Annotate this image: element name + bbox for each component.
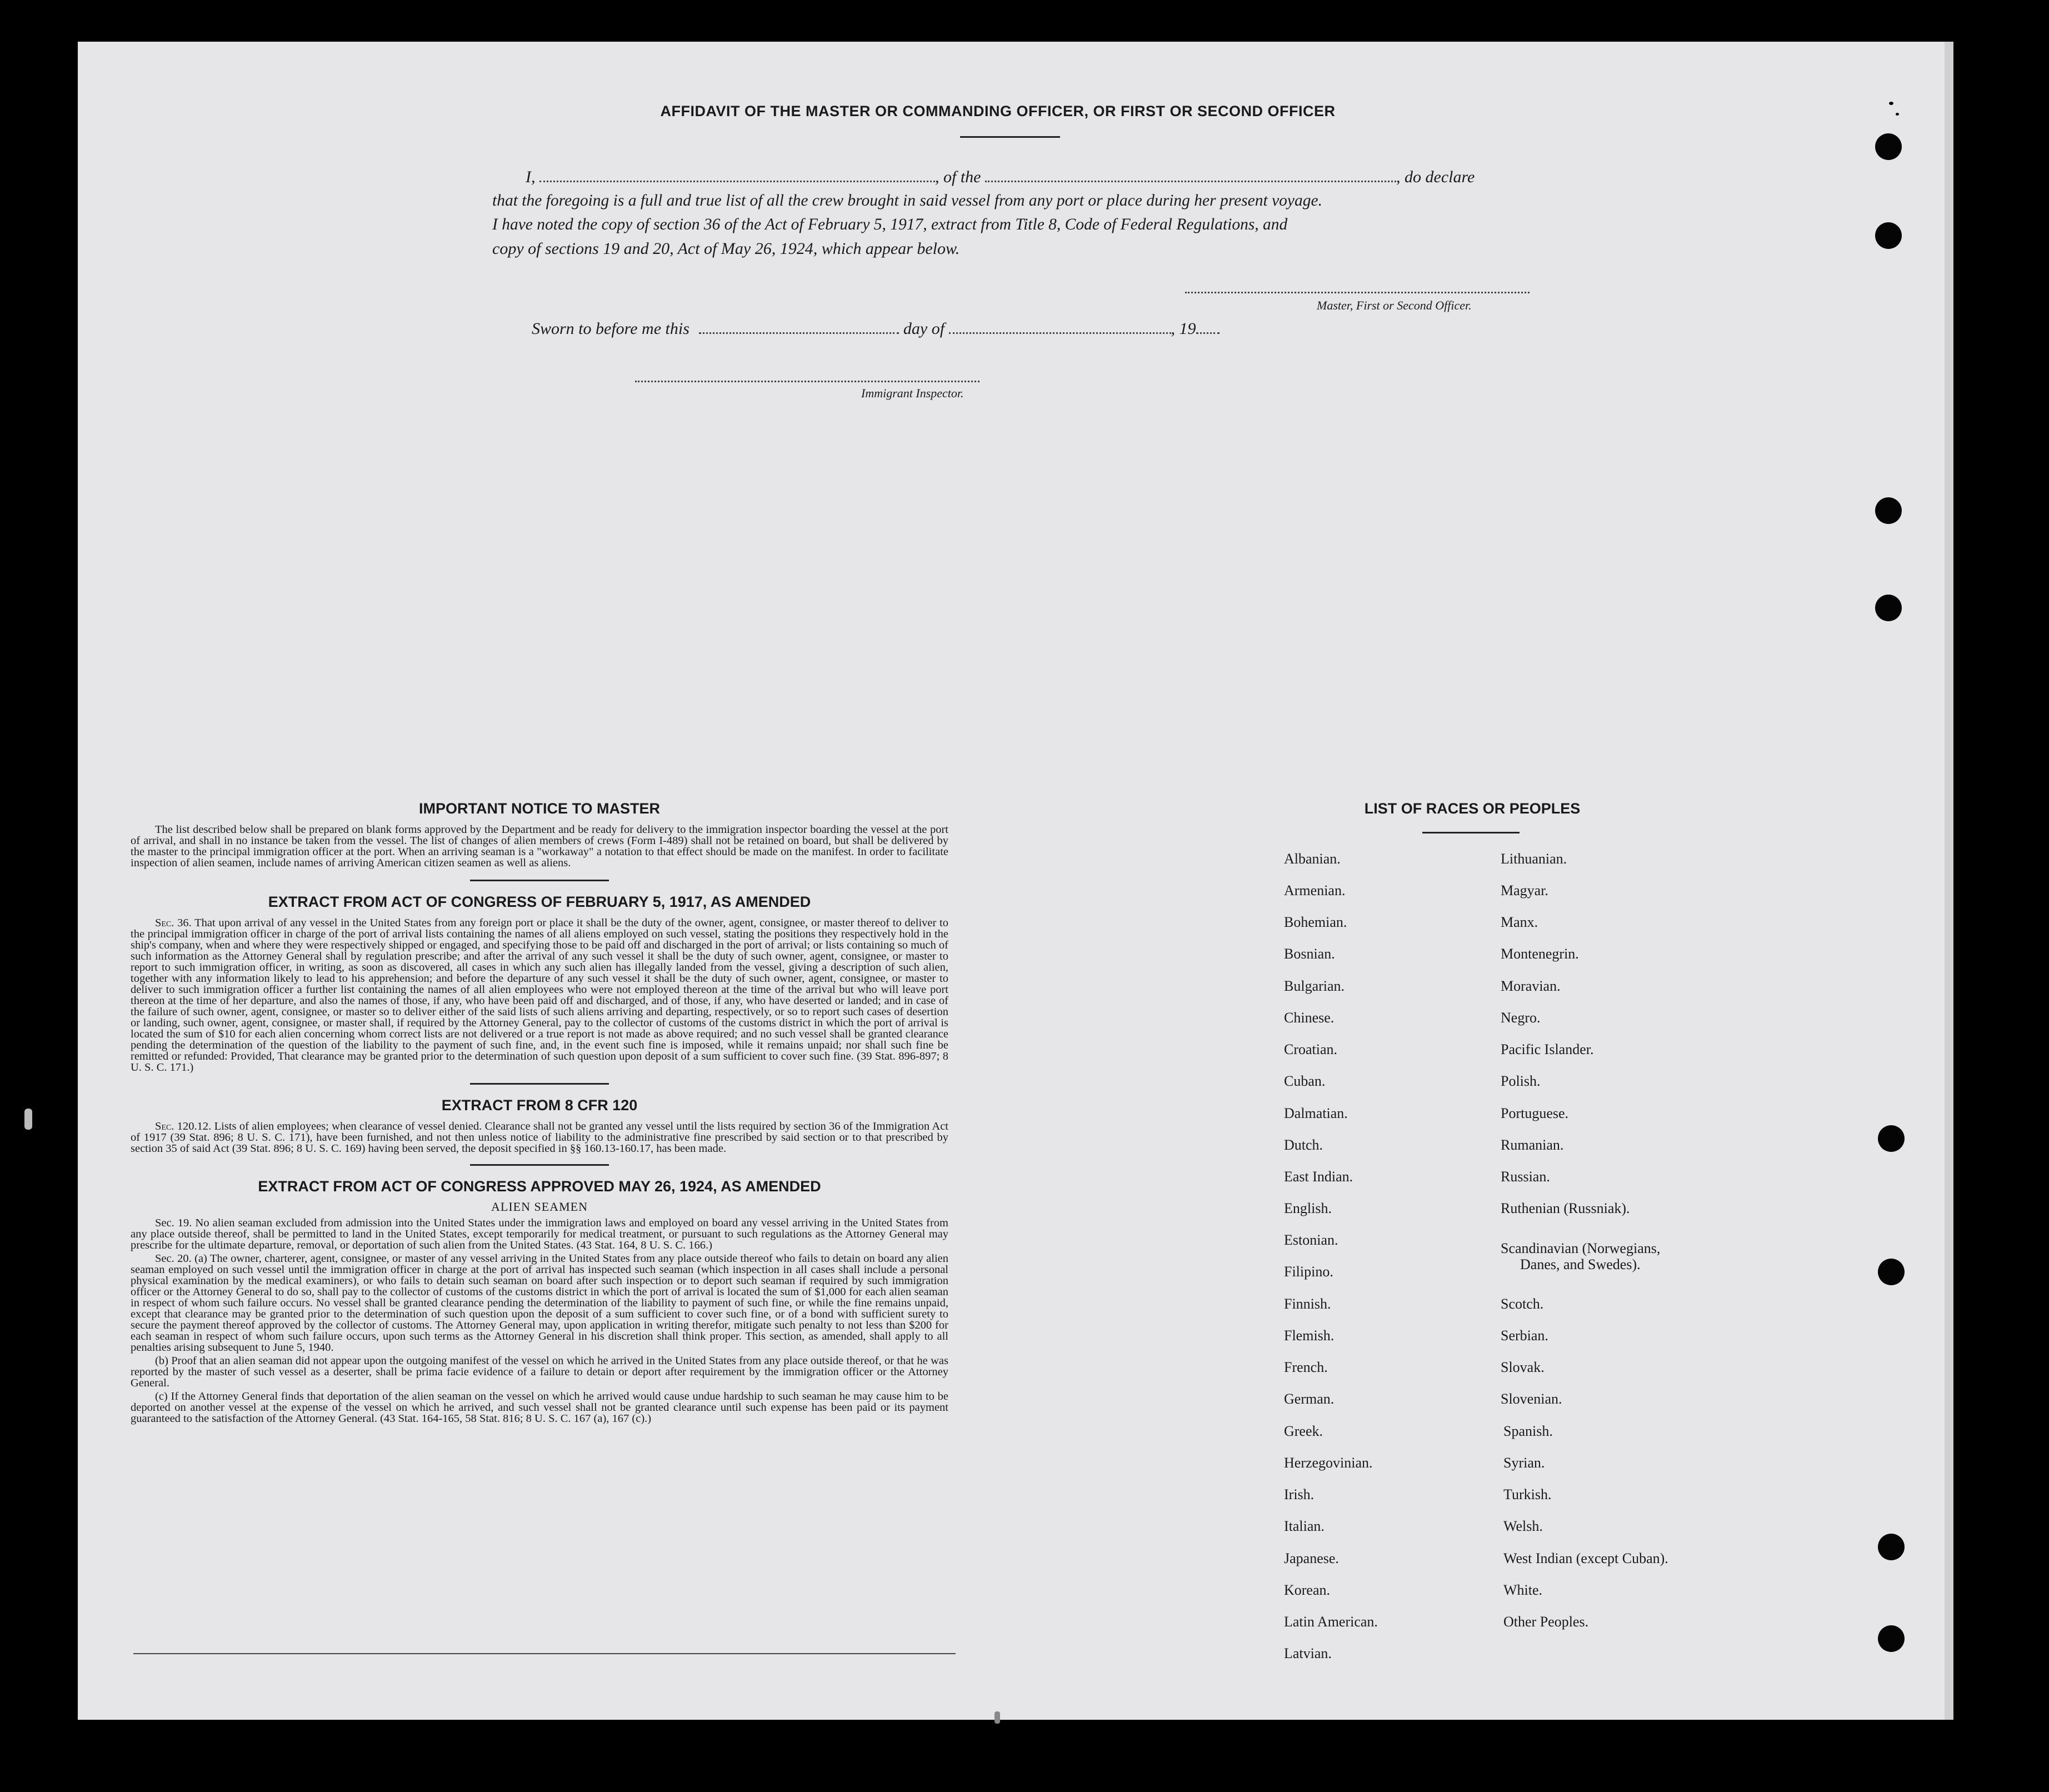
sworn-line [532, 320, 1220, 338]
race-item: French. [1284, 1359, 1328, 1375]
race-item: Slovak. [1501, 1359, 1545, 1375]
race-item: Russian. [1501, 1169, 1550, 1185]
race-item: German. [1284, 1391, 1335, 1407]
race-item: Lithuanian. [1501, 851, 1567, 867]
race-item: Scotch. [1501, 1296, 1544, 1312]
month-blank [949, 332, 1171, 334]
race-item: Syrian. [1503, 1455, 1545, 1471]
race-item: Flemish. [1284, 1327, 1335, 1344]
race-item: Polish. [1501, 1073, 1541, 1089]
race-item: Magyar. [1501, 882, 1548, 899]
sec20a-text: Sec. 20. (a) The owner, charterer, agent, consignee, or master of any vessel arriving in the United States from any place outside thereof who fails to detain on board any alien seaman employed on such vessel until the immigration officer in charge at the port of arrival has inspected such seaman (which inspection in all cases shall include a personal physical examination by the medical examiners), or who fails to detain such seaman on board after such inspection or to deport such seaman if required by such immigration officer or the Attorney General to do so, shall pay to the collector of customs of the customs district in which the port of arrival is located the sum of $1,000 for each alien seaman in respect of whom such failure occurs. No vessel shall be granted clearance pending the determination of the liability to payment of such fine, or while the fine remains unpaid, except that clearance may be granted prior to the determination of such question upon the deposit of a sum sufficient to cover such fine, or of a bond with sufficient surety to secure the payment thereof approved by the collector of customs. The Attorney General may, upon application in writing therefor, mitigate such penalty to not less than $200 for each seaman in respect of whom such failure occurs, upon such terms as the Attorney General in his discretion shall think proper. This section, as amended, shall apply to all penalties arising subsequent to June 5, 1940. [131, 1252, 948, 1354]
speck-mark [1896, 113, 1899, 116]
race-item: White. [1503, 1582, 1543, 1598]
race-item: Croatian. [1284, 1041, 1338, 1057]
race-item: Italian. [1284, 1518, 1325, 1534]
divider-2 [470, 1083, 609, 1085]
sec36-label: Sec. 36. [155, 917, 192, 929]
punch-hole [1875, 222, 1902, 249]
punch-hole [1878, 1125, 1905, 1152]
extract-1924-block [131, 1217, 948, 1424]
race-item: Spanish. [1503, 1423, 1553, 1439]
race-item: Serbian. [1501, 1327, 1548, 1344]
punch-hole [1875, 497, 1902, 524]
race-item: Other Peoples. [1503, 1614, 1589, 1630]
sec19-text: Sec. 19. No alien seaman excluded from admission into the United States under the immigration laws and employed on board any vessel arriving in the United States from any place outside thereof, shall be permitted to land in the United States, except temporarily for medical treatment, or pursuant to such regulations as the Attorney General may prescribe for the ultimate departure, removal, or deportation of such alien from the United States. (43 Stat. 164, 8 U. S. C. 166.) [131, 1217, 948, 1251]
race-item: Rumanian. [1501, 1137, 1564, 1153]
name-blank [539, 181, 935, 182]
speck-mark [1889, 102, 1893, 105]
sec20b-text: (b) Proof that an alien seaman did not appear upon the outgoing manifest of the vessel on which he arrived in the United States from any place outside thereof, or that he was reported by the master of such vessel as a deserter, shall be prima facie evidence of a failure to detain or deport after requirement by the immigration officer or the Attorney General. [131, 1355, 948, 1389]
of-the-label: , of the [935, 168, 981, 186]
sec36-text: That upon arrival of any vessel in the United States from any foreign port or place it shall be the duty of the owner, agent, consignee, or master thereof to deliver to the principal immigration officer in charge of the port of arrival lists containing the names of all aliens employed on such vessel, stating the positions they respectively hold in the ship's company, when and where they were respectively shipped or engaged, and specifying those to be paid off and discharged in the port of arrival; or lists containing so much of such information as the Attorney General shall by regulation prescribe; and after the arrival of any such vessel it shall be the duty of such owner, agent, consignee, or master to report to such immigration officer, in writing, as soon as discovered, all cases in which any such alien has illegally landed from the vessel, giving a description of such alien, together with any information likely to lead to his apprehension; and before the departure of any such vessel it shall be the duty of such owner, agent, consignee, or master to deliver to such immigration officer a further list containing the names of all alien employees who were not employed thereon at the time of the arrival but who will leave port thereon at the time of her departure, and also the names of those, if any, who have been paid off and discharged, and of those, if any, who have deserted or landed; and in case of the failure of such owner, agent, consignee, or master so to deliver either of the said lists of such aliens arriving and departing, respectively, or so to report such cases of desertion or landing, such owner, agent, consignee, or master shall, if required by the Attorney General, pay to the collector of customs of the customs district in which the port of arrival is located the sum of $10 for each alien concerning whom correct lists are not delivered or a true report is not made as above required; and no such vessel shall be granted clearance pending the determination of the question of the liability to the payment of such fine, and, in the event such fine is imposed, while it remains unpaid; nor shall such fine be remitted or refunded: Provided, That clearance may be granted prior to the determination of such question upon deposit of a sum sufficient to cover such fine. (39 Stat. 896-897; 8 U. S. C. 171.) [131, 917, 948, 1074]
sec120-label: Sec. 120.12. [155, 1120, 212, 1132]
affidavit-title: AFFIDAVIT OF THE MASTER OR COMMANDING OFFICER, OR FIRST OR SECOND OFFICER [660, 103, 1336, 119]
edge-mark [24, 1109, 32, 1130]
extract-1924-title: EXTRACT FROM ACT OF CONGRESS APPROVED MAY 26, 1924, AS AMENDED [258, 1178, 821, 1195]
inspector-signature-label: Immigrant Inspector. [861, 386, 964, 400]
declaration-line-1 [492, 165, 1498, 189]
race-item: Bulgarian. [1284, 978, 1345, 994]
race-item: Filipino. [1284, 1264, 1333, 1280]
race-item: Cuban. [1284, 1073, 1326, 1089]
year-blank [1196, 332, 1220, 334]
divider-3 [470, 1164, 609, 1166]
legal-notices [131, 800, 948, 1426]
race-item: Ruthenian (Russniak). [1501, 1200, 1630, 1216]
punch-hole [1875, 133, 1902, 160]
punch-hole [1878, 1259, 1905, 1285]
declaration-line-2: that the foregoing is a full and true list of all the crew brought in said vessel from any port or place during her present voyage. [492, 192, 1322, 209]
race-item: Latvian. [1284, 1645, 1332, 1661]
race-item: Japanese. [1284, 1550, 1339, 1566]
race-item: Moravian. [1501, 978, 1561, 994]
day-blank [699, 332, 899, 334]
race-item: Pacific Islander. [1501, 1041, 1594, 1057]
races-title: LIST OF RACES OR PEOPLES [1364, 800, 1581, 817]
race-item: Armenian. [1284, 882, 1346, 899]
race-item: Dutch. [1284, 1137, 1323, 1153]
notice-text: The list described below shall be prepared on blank forms approved by the Department and be ready for delivery to the immigration inspector boarding the vessel at the port of arrival, and shall in no instance be taken from the vessel. The list of changes of alien members of crews (Form I-489) shall not be retained on board, but shall be delivered by the master to the principal immigration officer at the port. When an arriving seaman is a "workaway" a notation to that effect should be made on the manifest. In order to facilitate inspection of alien seamen, include names of arriving American citizen seamen as well as aliens. [131, 823, 948, 869]
race-item: Latin American. [1284, 1614, 1378, 1630]
extract-1917-title: EXTRACT FROM ACT OF CONGRESS OF FEBRUARY 5, 1917, AS AMENDED [268, 893, 811, 910]
notice-text-block [131, 824, 948, 868]
extract-1924-subtitle: ALIEN SEAMEN [491, 1200, 588, 1214]
race-item: Estonian. [1284, 1232, 1338, 1248]
race-item: Welsh. [1503, 1518, 1543, 1534]
inspector-signature-line [635, 381, 979, 382]
race-item: West Indian (except Cuban). [1503, 1550, 1668, 1566]
race-item: Finnish. [1284, 1296, 1331, 1312]
extract-cfr-block [131, 1121, 948, 1154]
punch-hole [1878, 1625, 1905, 1652]
race-item: Chinese. [1284, 1010, 1335, 1026]
year-label: , 19 [1171, 320, 1196, 338]
race-item: Slovenian. [1501, 1391, 1562, 1407]
declaration-line-3: I have noted the copy of section 36 of the Act of February 5, 1917, extract from Title 8, Code of Federal Regulations, and [492, 216, 1288, 233]
race-item: Danes, and Swedes). [1520, 1256, 1641, 1272]
race-item: Herzegovinian. [1284, 1455, 1373, 1471]
i-label: I, [526, 168, 536, 186]
edge-mark [994, 1711, 1000, 1724]
extract-cfr-title: EXTRACT FROM 8 CFR 120 [441, 1097, 638, 1114]
race-item: Korean. [1284, 1582, 1331, 1598]
race-item: Albanian. [1284, 851, 1341, 867]
master-signature-line [1185, 292, 1530, 293]
race-item: Dalmatian. [1284, 1105, 1348, 1121]
notice-title: IMPORTANT NOTICE TO MASTER [419, 800, 660, 817]
do-declare-label: , do declare [1396, 168, 1475, 186]
punch-hole [1878, 1534, 1905, 1560]
divider-1 [470, 880, 609, 881]
form-page [78, 42, 1953, 1720]
race-item: Bosnian. [1284, 946, 1335, 962]
master-signature-label: Master, First or Second Officer. [1317, 298, 1472, 312]
title-divider [960, 136, 1060, 138]
affidavit-body [492, 165, 1498, 261]
punch-hole [1875, 595, 1902, 621]
race-item: English. [1284, 1200, 1332, 1216]
race-item: Manx. [1501, 914, 1538, 930]
races-divider [1422, 832, 1520, 833]
race-item: Irish. [1284, 1486, 1315, 1503]
day-of-label: day of [903, 320, 945, 338]
sec120-text: Lists of alien employees; when clearance of vessel denied. Clearance shall not be granted any vessel until the lists required by section 36 of the Immigration Act of 1917 (39 Stat. 896; 8 U. S. C. 171), have been furnished, and not then unless notice of liability to the administrative fine prescribed by said section or to that prescribed by section 35 of said Act (39 Stat. 896; 8 U. S. C. 169) having been served, the deposit specified in §§ 160.13-160.17, has been made. [131, 1120, 948, 1155]
race-item: East Indian. [1284, 1169, 1353, 1185]
race-item: Montenegrin. [1501, 946, 1579, 962]
race-item: Bohemian. [1284, 914, 1347, 930]
race-item: Scandinavian (Norwegians, [1501, 1240, 1661, 1256]
extract-1917-block [131, 917, 948, 1073]
sec20c-text: (c) If the Attorney General finds that deportation of the alien seaman on the vessel on which he arrived would cause undue hardship to such seaman he may cause him to be deported on another vessel at the expense of the vessel on which he arrived, and such vessel shall not be granted clearance until such expense has been paid or its payment guaranteed to the satisfaction of the Attorney General. (43 Stat. 164-165, 58 Stat. 816; 8 U. S. C. 167 (a), 167 (c).) [131, 1390, 948, 1425]
declaration-line-4: copy of sections 19 and 20, Act of May 26, 1924, which appear below. [492, 239, 960, 258]
vessel-blank [985, 181, 1396, 182]
race-item: Greek. [1284, 1423, 1323, 1439]
race-item: Portuguese. [1501, 1105, 1569, 1121]
race-item: Turkish. [1503, 1486, 1552, 1503]
race-item: Negro. [1501, 1010, 1541, 1026]
bottom-rule [133, 1653, 956, 1654]
sworn-label: Sworn to before me this [532, 320, 689, 338]
